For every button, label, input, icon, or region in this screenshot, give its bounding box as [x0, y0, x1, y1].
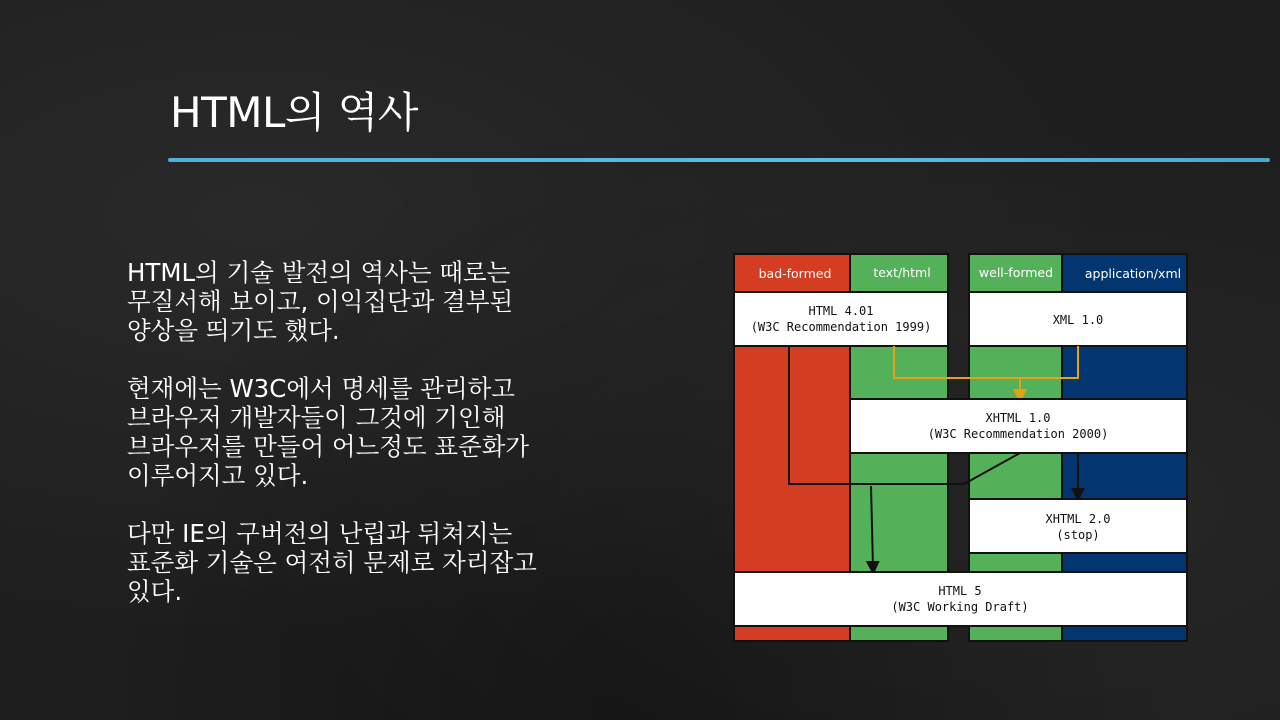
box-xhtml10-name: XHTML 1.0	[985, 411, 1051, 425]
header-text-html: text/html	[873, 265, 931, 280]
box-xhtml10	[850, 399, 1187, 453]
box-html5	[734, 572, 1187, 626]
header-well-formed: well-formed	[978, 265, 1054, 280]
box-xhtml10-status: (W3C Recommendation 2000)	[927, 427, 1109, 441]
paragraph-w3c: 현재에는 W3C에서 명세를 관리하고 브라우저 개발자들이 그것에 기인해 브라우저를 만들어 어느정도 표준화가 이루어지고 있다.	[127, 374, 530, 490]
box-html401	[734, 292, 948, 346]
box-html5-name: HTML 5	[938, 584, 982, 598]
box-xml10-name: XML 1.0	[1052, 313, 1104, 327]
box-xhtml20-status: (stop)	[1056, 528, 1100, 542]
paragraph-ie-problem: 다만 IE의 구버전의 난립과 뒤쳐지는 표준화 기술은 여전히 문제로 자리잡고 있다.	[127, 519, 537, 606]
box-html401-name: HTML 4.01	[808, 304, 874, 318]
header-application-xml: application/xml	[1084, 266, 1182, 281]
box-xhtml20	[969, 499, 1187, 553]
box-html5-status: (W3C Working Draft)	[891, 600, 1029, 614]
box-xhtml20-name: XHTML 2.0	[1045, 512, 1111, 526]
paragraph-history: HTML의 기술 발전의 역사는 때로는 무질서해 보이고, 이익집단과 결부된 양상을 띄기도 했다.	[127, 258, 514, 345]
slide-title: HTML의 역사	[170, 88, 418, 137]
box-html401-status: (W3C Recommendation 1999)	[750, 320, 932, 334]
header-bad-formed: bad-formed	[758, 266, 832, 281]
